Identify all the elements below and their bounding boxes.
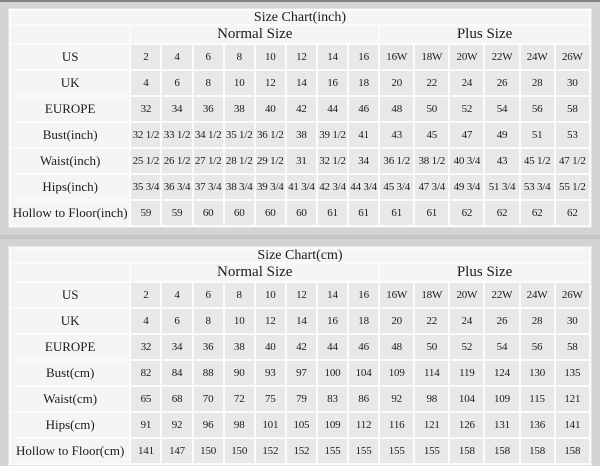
size-cell: 32 1/2 xyxy=(318,149,347,173)
size-cell: 70 xyxy=(194,387,223,411)
size-cell: 45 1/2 xyxy=(521,149,554,173)
size-cell: 40 xyxy=(256,335,285,359)
table-row xyxy=(11,439,589,463)
normal-size-header: Normal Size xyxy=(131,264,378,281)
size-cell: 37 3/4 xyxy=(194,175,223,199)
size-cell: 8 xyxy=(194,309,223,333)
size-cell: 8 xyxy=(225,283,254,307)
size-cell: 62 xyxy=(521,201,554,225)
size-cell: 20W xyxy=(450,283,483,307)
size-cell: 28 xyxy=(521,309,554,333)
size-chart-inch-panel xyxy=(8,8,592,228)
size-cell: 18 xyxy=(349,71,378,95)
size-cell: 12 xyxy=(287,283,316,307)
size-cell: 60 xyxy=(256,201,285,225)
size-cell: 114 xyxy=(415,361,448,385)
size-cell: 10 xyxy=(256,283,285,307)
row-label: Waist(inch) xyxy=(11,149,129,173)
size-cell: 14 xyxy=(287,309,316,333)
size-cell: 34 xyxy=(162,335,191,359)
size-cell: 72 xyxy=(225,387,254,411)
size-cell: 10 xyxy=(225,71,254,95)
size-cell: 58 xyxy=(556,97,589,121)
size-cell: 4 xyxy=(162,283,191,307)
row-label: Hollow to Floor(cm) xyxy=(11,439,129,463)
size-cell: 50 xyxy=(415,335,448,359)
size-cell: 158 xyxy=(485,439,518,463)
size-cell: 100 xyxy=(318,361,347,385)
size-cell: 60 xyxy=(194,201,223,225)
size-cell: 25 1/2 xyxy=(131,149,160,173)
size-cell: 60 xyxy=(225,201,254,225)
size-cell: 6 xyxy=(162,71,191,95)
size-cell: 32 xyxy=(131,97,160,121)
size-cell: 152 xyxy=(287,439,316,463)
size-cell: 39 1/2 xyxy=(318,123,347,147)
row-label: US xyxy=(11,45,129,69)
size-cell: 109 xyxy=(380,361,413,385)
size-cell: 53 xyxy=(556,123,589,147)
size-cell: 49 3/4 xyxy=(450,175,483,199)
size-cell: 44 xyxy=(318,335,347,359)
size-cell: 38 3/4 xyxy=(225,175,254,199)
size-cell: 41 3/4 xyxy=(287,175,316,199)
row-label: Hips(inch) xyxy=(11,175,129,199)
size-cell: 31 xyxy=(287,149,316,173)
table-row xyxy=(11,283,589,307)
size-cell: 40 xyxy=(256,97,285,121)
size-cell: 24W xyxy=(521,283,554,307)
group-header-row xyxy=(11,26,589,43)
size-cell: 2 xyxy=(131,45,160,69)
size-cell: 58 xyxy=(556,335,589,359)
size-cell: 24 xyxy=(450,309,483,333)
size-cell: 35 3/4 xyxy=(131,175,160,199)
size-cell: 119 xyxy=(450,361,483,385)
size-cell: 26 xyxy=(485,309,518,333)
size-cell: 30 xyxy=(556,71,589,95)
table-row xyxy=(11,97,589,121)
size-chart-inch-table xyxy=(9,9,591,227)
size-cell: 36 1/2 xyxy=(256,123,285,147)
row-label: Bust(inch) xyxy=(11,123,129,147)
row-label: Waist(cm) xyxy=(11,387,129,411)
size-cell: 126 xyxy=(450,413,483,437)
top-divider-line xyxy=(0,0,600,2)
size-cell: 130 xyxy=(521,361,554,385)
size-cell: 34 xyxy=(349,149,378,173)
size-cell: 158 xyxy=(450,439,483,463)
size-cell: 54 xyxy=(485,97,518,121)
table-row xyxy=(11,71,589,95)
size-cell: 46 xyxy=(349,335,378,359)
size-cell: 105 xyxy=(287,413,316,437)
size-cell: 12 xyxy=(256,309,285,333)
size-cell: 49 xyxy=(485,123,518,147)
table-row xyxy=(11,361,589,385)
size-cell: 2 xyxy=(131,283,160,307)
size-cell: 42 3/4 xyxy=(318,175,347,199)
size-cell: 61 xyxy=(415,201,448,225)
row-label: UK xyxy=(11,309,129,333)
size-cell: 20W xyxy=(450,45,483,69)
size-cell: 18 xyxy=(349,309,378,333)
size-cell: 60 xyxy=(287,201,316,225)
table-row xyxy=(11,175,589,199)
size-cell: 28 1/2 xyxy=(225,149,254,173)
size-cell: 22W xyxy=(485,45,518,69)
size-cell: 59 xyxy=(162,201,191,225)
size-cell: 42 xyxy=(287,97,316,121)
size-cell: 150 xyxy=(225,439,254,463)
table-row xyxy=(11,123,589,147)
size-cell: 150 xyxy=(194,439,223,463)
table-row xyxy=(11,335,589,359)
size-cell: 62 xyxy=(450,201,483,225)
size-cell: 136 xyxy=(521,413,554,437)
size-cell: 44 xyxy=(318,97,347,121)
size-cell: 62 xyxy=(485,201,518,225)
size-cell: 40 3/4 xyxy=(450,149,483,173)
size-cell: 22 xyxy=(415,309,448,333)
row-label: Hips(cm) xyxy=(11,413,129,437)
size-cell: 4 xyxy=(131,71,160,95)
size-cell: 36 xyxy=(194,97,223,121)
size-cell: 35 1/2 xyxy=(225,123,254,147)
size-cell: 61 xyxy=(349,201,378,225)
size-cell: 10 xyxy=(256,45,285,69)
size-cell: 12 xyxy=(256,71,285,95)
size-cell: 65 xyxy=(131,387,160,411)
size-cell: 91 xyxy=(131,413,160,437)
size-cell: 158 xyxy=(521,439,554,463)
size-cell: 14 xyxy=(318,283,347,307)
size-cell: 12 xyxy=(287,45,316,69)
size-cell: 36 xyxy=(194,335,223,359)
size-cell: 34 1/2 xyxy=(194,123,223,147)
size-cell: 47 xyxy=(450,123,483,147)
size-cell: 51 3/4 xyxy=(485,175,518,199)
size-cell: 51 xyxy=(521,123,554,147)
table-row xyxy=(11,387,589,411)
size-cell: 86 xyxy=(349,387,378,411)
size-cell: 59 xyxy=(131,201,160,225)
size-cell: 52 xyxy=(450,97,483,121)
size-cell: 109 xyxy=(485,387,518,411)
size-cell: 47 3/4 xyxy=(415,175,448,199)
size-cell: 26W xyxy=(556,45,589,69)
size-cell: 6 xyxy=(194,45,223,69)
table-row xyxy=(11,413,589,437)
size-cell: 43 xyxy=(380,123,413,147)
size-chart-cm-panel xyxy=(8,246,592,466)
table-row xyxy=(11,309,589,333)
size-cell: 30 xyxy=(556,309,589,333)
size-cell: 24W xyxy=(521,45,554,69)
size-cell: 20 xyxy=(380,309,413,333)
size-cell: 93 xyxy=(256,361,285,385)
size-cell: 82 xyxy=(131,361,160,385)
size-cell: 90 xyxy=(225,361,254,385)
size-cell: 28 xyxy=(521,71,554,95)
size-cell: 32 xyxy=(131,335,160,359)
size-cell: 50 xyxy=(415,97,448,121)
size-cell: 18W xyxy=(415,45,448,69)
size-cell: 121 xyxy=(556,387,589,411)
size-cell: 121 xyxy=(415,413,448,437)
size-chart-cm-table xyxy=(9,247,591,465)
size-cell: 92 xyxy=(380,387,413,411)
size-cell: 96 xyxy=(194,413,223,437)
size-cell: 38 xyxy=(225,97,254,121)
size-cell: 16 xyxy=(318,309,347,333)
size-cell: 16W xyxy=(380,45,413,69)
size-cell: 56 xyxy=(521,97,554,121)
size-cell: 42 xyxy=(287,335,316,359)
size-cell: 22 xyxy=(415,71,448,95)
size-cell: 4 xyxy=(131,309,160,333)
size-cell: 38 1/2 xyxy=(415,149,448,173)
corner-cell xyxy=(11,264,129,281)
size-cell: 38 xyxy=(225,335,254,359)
size-cell: 98 xyxy=(225,413,254,437)
size-cell: 32 1/2 xyxy=(131,123,160,147)
size-cell: 29 1/2 xyxy=(256,149,285,173)
size-cell: 8 xyxy=(225,45,254,69)
size-cell: 68 xyxy=(162,387,191,411)
size-cell: 36 3/4 xyxy=(162,175,191,199)
size-cell: 26 xyxy=(485,71,518,95)
row-label: Bust(cm) xyxy=(11,361,129,385)
size-cell: 16W xyxy=(380,283,413,307)
size-cell: 61 xyxy=(318,201,347,225)
size-cell: 4 xyxy=(162,45,191,69)
size-cell: 109 xyxy=(318,413,347,437)
size-cell: 6 xyxy=(194,283,223,307)
size-cell: 158 xyxy=(556,439,589,463)
size-cell: 43 xyxy=(485,149,518,173)
corner-cell xyxy=(11,26,129,43)
size-cell: 22W xyxy=(485,283,518,307)
size-cell: 97 xyxy=(287,361,316,385)
size-cell: 84 xyxy=(162,361,191,385)
size-cell: 47 1/2 xyxy=(556,149,589,173)
size-cell: 26W xyxy=(556,283,589,307)
size-cell: 152 xyxy=(256,439,285,463)
size-cell: 54 xyxy=(485,335,518,359)
size-cell: 6 xyxy=(162,309,191,333)
table-title: Size Chart(inch) xyxy=(11,11,589,24)
plus-size-header: Plus Size xyxy=(380,264,589,281)
size-cell: 24 xyxy=(450,71,483,95)
size-cell: 53 3/4 xyxy=(521,175,554,199)
row-label: Hollow to Floor(inch) xyxy=(11,201,129,225)
normal-size-header: Normal Size xyxy=(131,26,378,43)
size-cell: 41 xyxy=(349,123,378,147)
table-row xyxy=(11,45,589,69)
size-cell: 38 xyxy=(287,123,316,147)
size-cell: 88 xyxy=(194,361,223,385)
size-cell: 10 xyxy=(225,309,254,333)
plus-size-header: Plus Size xyxy=(380,26,589,43)
size-cell: 33 1/2 xyxy=(162,123,191,147)
size-cell: 104 xyxy=(349,361,378,385)
size-cell: 75 xyxy=(256,387,285,411)
size-cell: 101 xyxy=(256,413,285,437)
group-header-row xyxy=(11,264,589,281)
title-row xyxy=(11,249,589,262)
size-cell: 116 xyxy=(380,413,413,437)
size-cell: 155 xyxy=(380,439,413,463)
title-row xyxy=(11,11,589,24)
size-cell: 135 xyxy=(556,361,589,385)
size-cell: 26 1/2 xyxy=(162,149,191,173)
size-cell: 112 xyxy=(349,413,378,437)
size-cell: 79 xyxy=(287,387,316,411)
size-cell: 16 xyxy=(349,45,378,69)
size-cell: 98 xyxy=(415,387,448,411)
size-cell: 34 xyxy=(162,97,191,121)
row-label: UK xyxy=(11,71,129,95)
table-title: Size Chart(cm) xyxy=(11,249,589,262)
size-cell: 45 3/4 xyxy=(380,175,413,199)
size-cell: 36 1/2 xyxy=(380,149,413,173)
size-cell: 16 xyxy=(349,283,378,307)
size-cell: 155 xyxy=(318,439,347,463)
size-cell: 16 xyxy=(318,71,347,95)
size-cell: 14 xyxy=(287,71,316,95)
size-cell: 55 1/2 xyxy=(556,175,589,199)
size-cell: 141 xyxy=(131,439,160,463)
size-cell: 147 xyxy=(162,439,191,463)
size-cell: 20 xyxy=(380,71,413,95)
size-cell: 18W xyxy=(415,283,448,307)
table-row xyxy=(11,149,589,173)
size-cell: 155 xyxy=(349,439,378,463)
table-row xyxy=(11,201,589,225)
size-cell: 141 xyxy=(556,413,589,437)
size-cell: 46 xyxy=(349,97,378,121)
row-label: EUROPE xyxy=(11,97,129,121)
size-cell: 155 xyxy=(415,439,448,463)
size-cell: 27 1/2 xyxy=(194,149,223,173)
size-cell: 83 xyxy=(318,387,347,411)
size-cell: 14 xyxy=(318,45,347,69)
size-cell: 61 xyxy=(380,201,413,225)
size-cell: 92 xyxy=(162,413,191,437)
size-cell: 62 xyxy=(556,201,589,225)
size-cell: 45 xyxy=(415,123,448,147)
size-cell: 8 xyxy=(194,71,223,95)
size-cell: 124 xyxy=(485,361,518,385)
table-gap-divider xyxy=(0,235,600,239)
row-label: US xyxy=(11,283,129,307)
size-cell: 104 xyxy=(450,387,483,411)
size-cell: 39 3/4 xyxy=(256,175,285,199)
size-cell: 48 xyxy=(380,97,413,121)
size-cell: 44 3/4 xyxy=(349,175,378,199)
size-cell: 48 xyxy=(380,335,413,359)
size-cell: 131 xyxy=(485,413,518,437)
row-label: EUROPE xyxy=(11,335,129,359)
size-cell: 56 xyxy=(521,335,554,359)
size-cell: 52 xyxy=(450,335,483,359)
size-cell: 115 xyxy=(521,387,554,411)
